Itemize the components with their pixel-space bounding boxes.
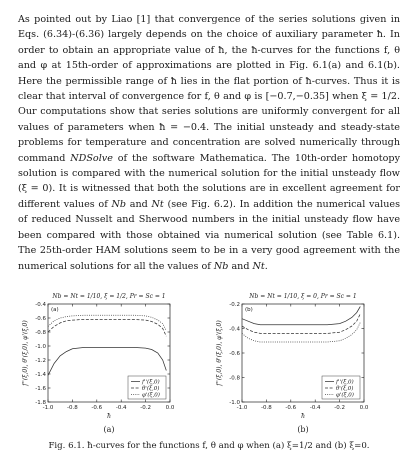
paragraph-text: (see Fig. 6.2). In addition the numerical values of reduced Nusselt and Sherwood numbers in the initial unsteady flow have been compared with those obtained via numerical solution (see Table 6.1). The 25th-order HAM solutions seem to be in a very good agreement with the numerical solutions for all the values of xyxy=(18,198,400,272)
y-tick-label: -0.4 xyxy=(35,301,46,308)
x-tick-label: -0.6 xyxy=(285,405,297,411)
paragraph-text: As pointed out by Liao [1] that convergence of the series solutions given in Eqs. (6.34)-(6.36) largely depends on the choice of auxiliary parameter ħ. In order to obtain an appropriate value of ħ, the ħ-curves for the functions f, θ and φ at 15th-order of approximations are plotted in Fig. 6.1(a) and 6.1(b). Here the permissible range of ħ lies in the flat portion of ħ-curves. Thus it is clear that interval of convergence for f, θ and φ is [−0.7,−0.35] when ξ = 1/2. Our computations show that series solutions are uniformly convergent for all values of parameters when ħ = −0.4. The initial unsteady and steady-state problems for temperature and concentration are solved numerically through command xyxy=(18,14,400,164)
series-line-1 xyxy=(242,307,360,325)
paragraph-text: and xyxy=(126,198,152,210)
subfigure-label: (b) xyxy=(297,425,309,434)
series-line-1 xyxy=(48,347,166,375)
figure-caption xyxy=(18,440,400,452)
paragraph-text: and xyxy=(228,260,253,272)
x-tick-label: -0.4 xyxy=(115,405,127,411)
figure-a xyxy=(18,292,204,442)
series-line-2 xyxy=(242,314,360,334)
chart-title: Nb = Nt = 1/10, ξ = 1/2, Pr = Sc = 1 xyxy=(52,293,166,300)
y-tick-label: -1.0 xyxy=(229,399,240,406)
x-tick-label: -0.4 xyxy=(309,405,321,411)
caption-label: Fig. 6.1. xyxy=(48,441,85,451)
legend-label: φ'(ξ,0) xyxy=(336,392,354,399)
y-tick-label: -1.6 xyxy=(35,385,46,392)
figure-b xyxy=(212,292,398,442)
y-tick-label: -0.8 xyxy=(35,329,46,336)
x-axis-label: ħ xyxy=(107,413,111,420)
x-tick-label: -0.8 xyxy=(67,405,78,411)
y-tick-label: -1.0 xyxy=(35,343,46,350)
legend-label: θ'(ξ,0) xyxy=(142,386,160,392)
y-tick-label: -0.8 xyxy=(229,375,240,382)
subfigure-label: (a) xyxy=(103,425,115,434)
y-tick-label: -1.2 xyxy=(35,357,46,364)
y-tick-label: -0.6 xyxy=(35,315,46,322)
series-line-3 xyxy=(242,322,360,342)
y-tick-label: -0.4 xyxy=(229,326,240,333)
x-tick-label: -0.8 xyxy=(261,405,272,411)
x-axis-label: ħ xyxy=(301,413,305,420)
x-tick-label: 0.0 xyxy=(165,405,175,411)
h-curve-chart-b xyxy=(212,292,398,442)
x-tick-label: -1.0 xyxy=(42,405,54,411)
series-line-3 xyxy=(48,315,166,330)
paragraph-text: . xyxy=(264,260,268,272)
paragraph-text: of the software Mathematica. The 10th-order homotopy solution is compared with the numerical solution for the initial unsteady flow (ξ = 0). It is witnessed that both the solutions are in excellent agreement for different values of xyxy=(18,152,400,210)
y-tick-label: -0.6 xyxy=(229,350,240,357)
x-tick-label: -1.0 xyxy=(236,405,248,411)
y-tick-label: -0.2 xyxy=(229,301,240,308)
legend-label: θ'(ξ,0) xyxy=(336,386,354,392)
h-curve-chart-a xyxy=(18,292,204,442)
panel-label: (b) xyxy=(245,307,253,313)
legend-label: f''(ξ,0) xyxy=(142,379,160,386)
body-paragraph xyxy=(18,12,400,274)
y-tick-label: -1.8 xyxy=(35,399,46,406)
y-axis-label: f''(ξ,0), θ'(ξ,0), φ'(ξ,0) xyxy=(22,320,29,386)
x-tick-label: -0.2 xyxy=(140,405,151,411)
legend-label: f''(ξ,0) xyxy=(336,379,354,386)
x-tick-label: 0.0 xyxy=(359,405,369,411)
chart-title: Nb = Nt = 1/10, ξ = 0, Pr = Sc = 1 xyxy=(249,293,357,300)
parameter-nb: Nb xyxy=(213,260,229,272)
parameter-nt: Nt xyxy=(252,260,265,272)
panel-label: (a) xyxy=(51,307,59,313)
y-tick-label: -1.4 xyxy=(35,371,46,378)
parameter-nb: Nb xyxy=(111,198,127,210)
legend-label: φ'(ξ,0) xyxy=(142,392,160,399)
x-tick-label: -0.2 xyxy=(334,405,345,411)
software-command: NDSolve xyxy=(70,152,113,164)
series-line-2 xyxy=(48,319,166,336)
parameter-nt: Nt xyxy=(151,198,164,210)
y-axis-label: f''(ξ,0), θ'(ξ,0), φ'(ξ,0) xyxy=(216,320,223,386)
caption-text: ħ-curves for the functions f, θ and φ when (a) ξ=1/2 and (b) ξ=0. xyxy=(87,441,370,451)
x-tick-label: -0.6 xyxy=(91,405,103,411)
